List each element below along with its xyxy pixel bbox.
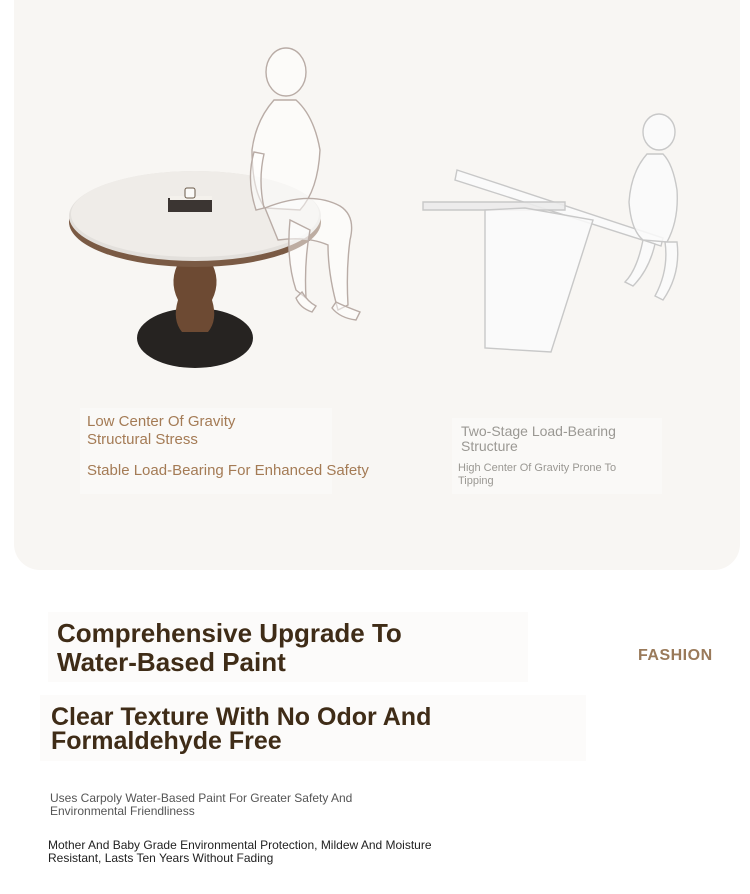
left-title-line2: Structural Stress xyxy=(87,431,198,448)
paint-subheading-line2: Formaldehyde Free xyxy=(51,727,282,755)
paint-subheading xyxy=(40,695,586,761)
brand-logo: FASHION xyxy=(638,647,713,664)
right-title-line1: Two-Stage Load-Bearing xyxy=(461,423,616,439)
paint-note-1-line2: Environmental Friendliness xyxy=(50,804,195,818)
right-title-line2: Structure xyxy=(461,438,518,454)
right-caption xyxy=(452,418,662,494)
paint-note-2-line2: Resistant, Lasts Ten Years Without Fading xyxy=(48,851,274,865)
right-subtitle-line1: High Center Of Gravity Prone To xyxy=(458,462,617,474)
paint-note-2 xyxy=(42,835,462,869)
left-caption xyxy=(80,408,369,494)
right-subtitle-line2: Tipping xyxy=(458,475,494,487)
left-title-line1: Low Center Of Gravity xyxy=(87,413,236,430)
slab-table-illustration xyxy=(415,110,695,370)
paint-note-1-line1: Uses Carpoly Water-Based Paint For Greater Safety And xyxy=(50,791,353,805)
paint-note-1 xyxy=(44,788,434,822)
paint-heading xyxy=(48,612,528,682)
paint-subheading-line1: Clear Texture With No Odor And xyxy=(51,703,432,731)
paint-note-2-line1: Mother And Baby Grade Environmental Protection, Mildew And Moisture xyxy=(48,838,432,852)
paint-heading-line2: Water-Based Paint xyxy=(57,647,286,677)
round-table-illustration xyxy=(60,40,380,380)
paint-heading-line1: Comprehensive Upgrade To xyxy=(57,618,402,648)
left-subtitle: Stable Load-Bearing For Enhanced Safety xyxy=(87,462,369,479)
